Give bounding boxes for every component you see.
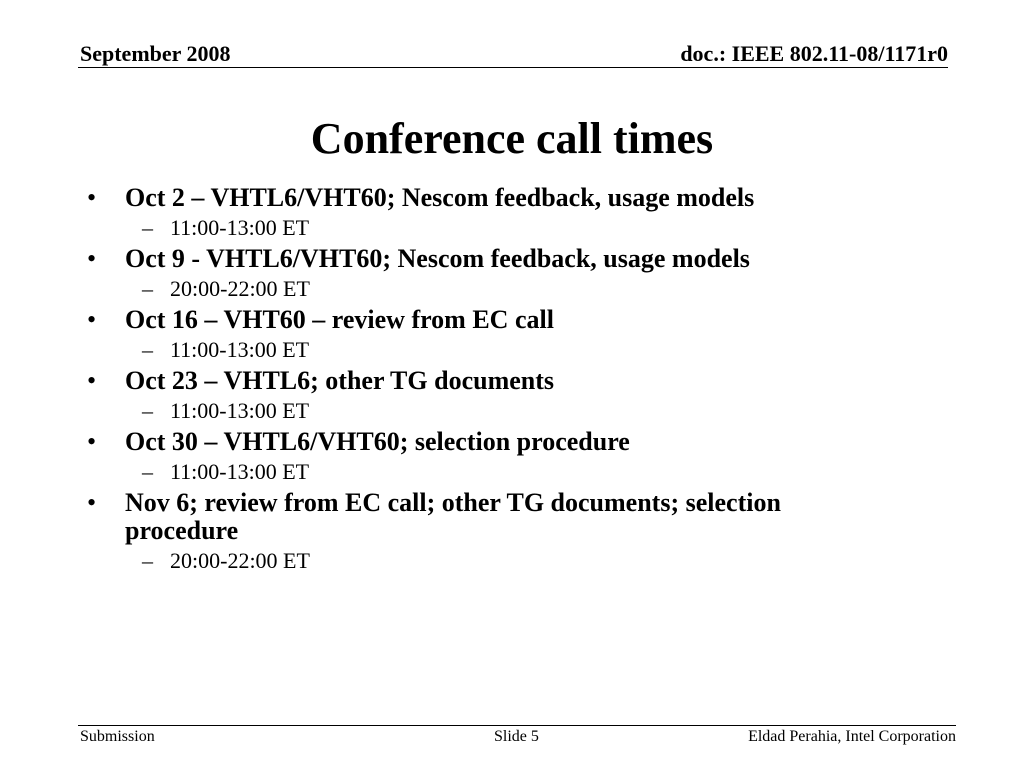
footer-author: Eldad Perahia, Intel Corporation	[748, 728, 956, 745]
bullet-icon: •	[87, 366, 97, 395]
sub-list-item	[87, 337, 867, 363]
dash-icon: –	[142, 276, 153, 301]
sub-list-item	[87, 276, 867, 302]
sub-list-item	[87, 398, 867, 424]
call-time: 11:00-13:00 ET	[170, 215, 310, 240]
sub-list-item	[87, 459, 867, 485]
list-item	[87, 367, 867, 395]
header-doc-id: doc.: IEEE 802.11-08/1171r0	[680, 41, 948, 66]
list-item	[87, 245, 867, 273]
list-item-text: Oct 30 – VHTL6/VHT60; selection procedure	[125, 427, 630, 456]
list-item-text: Nov 6; review from EC call; other TG documents; selection procedure	[125, 488, 781, 545]
sub-list-item	[87, 215, 867, 241]
list-item	[87, 306, 867, 334]
dash-icon: –	[142, 215, 153, 240]
call-time: 11:00-13:00 ET	[170, 459, 310, 484]
dash-icon: –	[142, 337, 153, 362]
header-date: September 2008	[80, 41, 231, 66]
slide-title: Conference call times	[310, 114, 714, 163]
list-item-text: Oct 9 - VHTL6/VHT60; Nescom feedback, usage models	[125, 244, 750, 273]
list-item-text: Oct 16 – VHT60 – review from EC call	[125, 305, 554, 334]
list-item	[87, 489, 867, 545]
sub-list-item	[87, 548, 867, 574]
bullet-icon: •	[87, 244, 97, 273]
bullet-icon: •	[87, 305, 97, 334]
bullet-icon: •	[87, 427, 97, 456]
list-item	[87, 428, 867, 456]
schedule-list	[87, 180, 867, 574]
footer-divider	[78, 725, 956, 726]
list-item	[87, 184, 867, 212]
call-time: 11:00-13:00 ET	[170, 398, 310, 423]
call-time: 20:00-22:00 ET	[170, 276, 310, 301]
bullet-icon: •	[87, 183, 97, 212]
bullet-icon: •	[87, 488, 97, 517]
footer-slide-number: Slide 5	[494, 728, 539, 745]
dash-icon: –	[142, 548, 153, 573]
call-time: 11:00-13:00 ET	[170, 337, 310, 362]
footer-submission: Submission	[80, 728, 155, 745]
header-divider	[78, 67, 948, 68]
dash-icon: –	[142, 398, 153, 423]
list-item-text: Oct 2 – VHTL6/VHT60; Nescom feedback, usage models	[125, 183, 755, 212]
call-time: 20:00-22:00 ET	[170, 548, 310, 573]
dash-icon: –	[142, 459, 153, 484]
list-item-text: Oct 23 – VHTL6; other TG documents	[125, 366, 555, 395]
